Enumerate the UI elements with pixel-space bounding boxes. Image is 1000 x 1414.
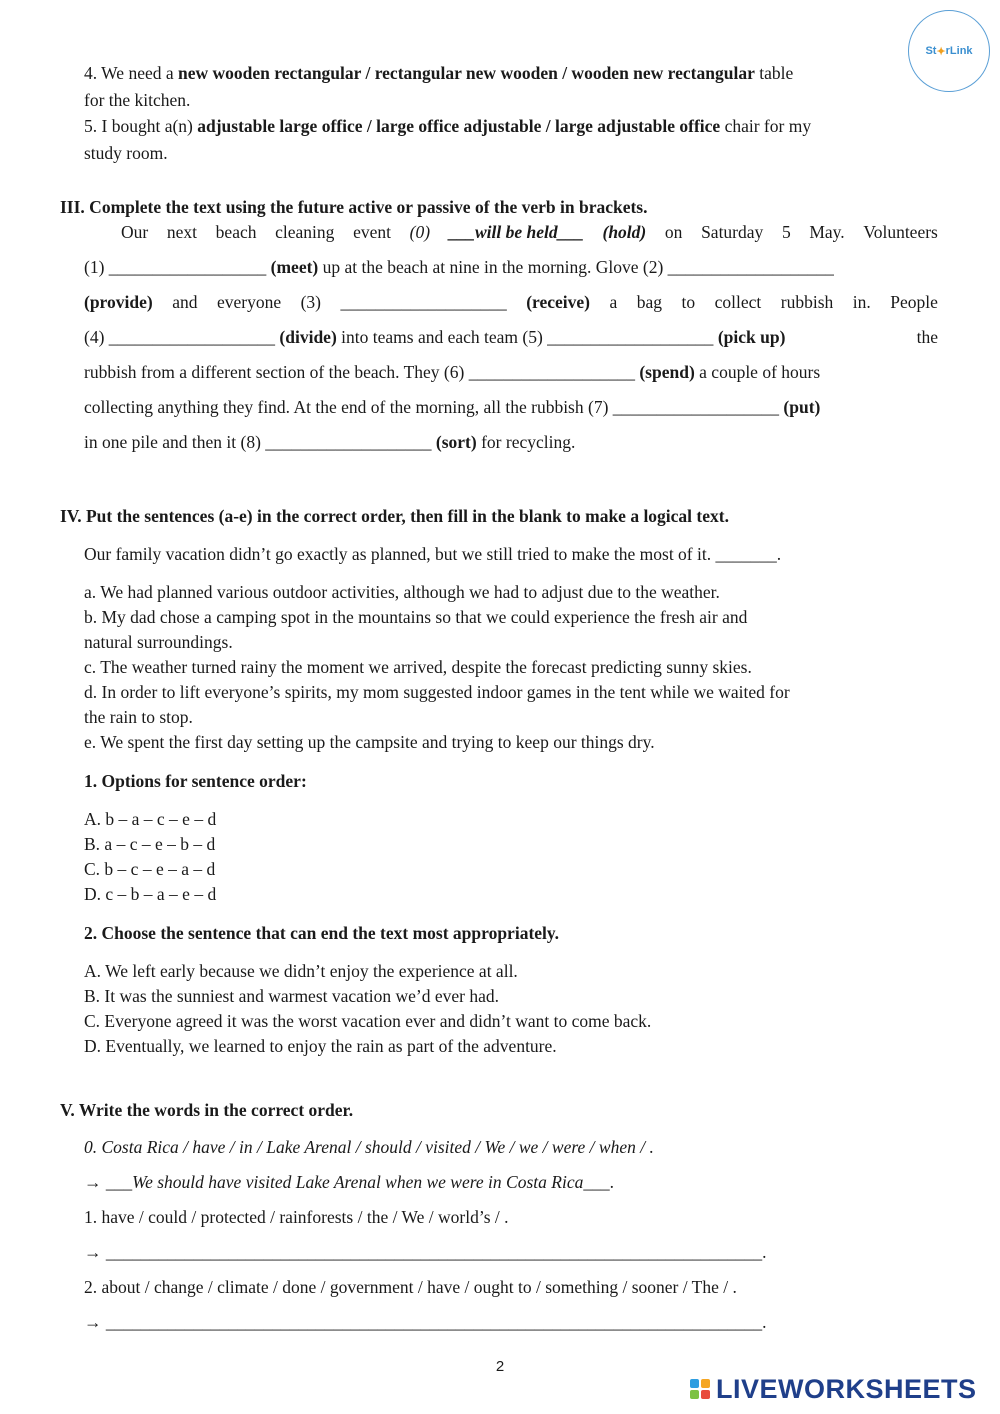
sentence-d-cont: the rain to stop. [84, 707, 193, 727]
liveworksheets-logo [690, 1374, 977, 1404]
q2-option-b[interactable]: B. It was the sunniest and warmest vacation we’d ever had. [84, 986, 500, 1006]
line-1-word: event [353, 222, 391, 242]
q1-option-c[interactable]: C. b – c – e – a – d [84, 859, 216, 879]
q1-option-b[interactable]: B. a – c – e – b – d [84, 834, 216, 854]
answer-line-v2[interactable]: → ___________________________________________________________________________. [84, 1312, 767, 1332]
q2-option-d[interactable]: D. Eventually, we learned to enjoy the rain as part of the adventure. [84, 1036, 557, 1056]
section-3-line-6 [84, 396, 820, 418]
blank-4: (4) ___________________ [84, 327, 280, 347]
q1-option-d[interactable]: D. c – b – a – e – d [84, 884, 217, 904]
example-answer: We should have visited Lake Arenal when we were in Costa Rica [132, 1172, 584, 1192]
verb-divide: (divide) [279, 327, 337, 347]
logo-text-a: St [925, 45, 937, 57]
line-3-word: to [681, 292, 696, 312]
line-3-word: a [609, 292, 618, 312]
verb-meet: (meet) [270, 257, 319, 277]
blank-1: (1) __________________ [84, 257, 271, 277]
sentence-e: e. We spent the first day setting up the campsite and trying to keep our things dry. [84, 732, 655, 752]
q1-option-a[interactable]: A. b – a – c – e – d [84, 809, 217, 829]
section-3-line-1 [121, 221, 938, 243]
logo-text-b: rLink [945, 45, 973, 57]
line-3-word: collect [714, 292, 762, 312]
blank-2: up at the beach at nine in the morning. Glove (2) ___________________ [318, 257, 834, 277]
line-1-word: cleaning [275, 222, 335, 242]
item-5-post: chair for my [720, 116, 812, 136]
line-3-word: (3) [300, 292, 321, 312]
line-1-word: Saturday [701, 222, 764, 242]
line-4-text [84, 326, 785, 348]
line-1-word: (0) [409, 222, 431, 242]
line-5-end: a couple of hours [694, 362, 821, 382]
item-5-pre: 5. I bought a(n) [84, 116, 198, 136]
sentence-b-cont: natural surroundings. [84, 632, 233, 652]
item-5 [84, 115, 811, 137]
liveworksheets-wordmark: LIVEWORKSHEETS [716, 1373, 977, 1404]
example-end: ___. [583, 1172, 614, 1192]
line-3-word: everyone [216, 292, 282, 312]
section-3-title: III. Complete the text using the future active or passive of the verb in brackets. [60, 197, 648, 217]
line-3-word: ___________________ [340, 292, 507, 312]
section-3-line-4 [84, 326, 938, 348]
line-1-word: (hold) [602, 222, 647, 242]
verb-pick-up: (pick up) [717, 327, 786, 347]
section-3-line-5 [84, 361, 820, 383]
section-3-line-2 [84, 256, 834, 278]
sentence-a: a. We had planned various outdoor activities, although we had to adjust due to the weather. [84, 582, 720, 602]
section-4-title: IV. Put the sentences (a-e) in the correct order, then fill in the blank to make a logical text. [60, 506, 729, 526]
line-1-word: ___will be held___ [448, 222, 584, 242]
line-7-end: for recycling. [476, 432, 576, 452]
line-3-word: (provide) [84, 292, 153, 312]
answer-line-v1[interactable]: → ___________________________________________________________________________. [84, 1242, 767, 1262]
question-v1: 1. have / could / protected / rainforests / the / We / world’s / . [84, 1207, 509, 1227]
sentence-d: d. In order to lift everyone’s spirits, my mom suggested indoor games in the tent while we waited for [84, 682, 790, 702]
verb-put: (put) [783, 397, 821, 417]
item-5-options: adjustable large office / large office adjustable / large adjustable office [197, 116, 721, 136]
verb-spend: (spend) [639, 362, 695, 382]
question-v2: 2. about / change / climate / done / government / have / ought to / something / sooner / The / . [84, 1277, 737, 1297]
example-answer-line [84, 1171, 614, 1193]
line-1-word: on [664, 222, 683, 242]
page-number: 2 [495, 1358, 505, 1375]
line-3-word: People [890, 292, 938, 312]
logo-star-icon: ✦ [936, 45, 946, 58]
liveworksheets-icon [690, 1379, 710, 1399]
line-3-word: in. [852, 292, 871, 312]
q2-option-c[interactable]: C. Everyone agreed it was the worst vacation ever and didn’t want to come back. [84, 1011, 652, 1031]
item-4-cont: for the kitchen. [84, 90, 191, 110]
starlink-logo [908, 10, 990, 92]
line-4-end: the [916, 327, 938, 347]
blank-7: collecting anything they find. At the end of the morning, all the rubbish (7) ___________________ [84, 397, 784, 417]
arrow-icon: → ___ [84, 1172, 133, 1192]
item-4 [84, 62, 793, 84]
item-4-post: table [754, 63, 794, 83]
blank-8: in one pile and then it (8) ___________________ [84, 432, 436, 452]
q2-option-a[interactable]: A. We left early because we didn’t enjoy the experience at all. [84, 961, 518, 981]
item-4-options: new wooden rectangular / rectangular new wooden / wooden new rectangular [178, 63, 755, 83]
line-1-word: 5 [781, 222, 791, 242]
line-1-word: beach [215, 222, 257, 242]
blank-6: rubbish from a different section of the beach. They (6) ___________________ [84, 362, 640, 382]
line-1-word: Volunteers [863, 222, 938, 242]
line-3-word: and [172, 292, 198, 312]
section-4-intro: Our family vacation didn’t go exactly as planned, but we still tried to make the most of it. _______. [84, 544, 782, 564]
blank-5: into teams and each team (5) ___________________ [336, 327, 718, 347]
line-3-word: rubbish [780, 292, 834, 312]
line-3-word: (receive) [526, 292, 590, 312]
section-3-line-3 [84, 291, 938, 313]
sentence-c: c. The weather turned rainy the moment we arrived, despite the forecast predicting sunny skies. [84, 657, 752, 677]
item-5-cont: study room. [84, 143, 168, 163]
line-3-word: bag [636, 292, 663, 312]
line-1-word: May. [809, 222, 845, 242]
item-4-pre: 4. We need a [84, 63, 178, 83]
verb-sort: (sort) [435, 432, 477, 452]
sentence-b: b. My dad chose a camping spot in the mountains so that we could experience the fresh air and [84, 607, 748, 627]
example-prompt: 0. Costa Rica / have / in / Lake Arenal / should / visited / We / we / were / when / . [84, 1137, 654, 1157]
question-2-title: 2. Choose the sentence that can end the text most appropriately. [84, 923, 560, 943]
section-3-line-7 [84, 431, 575, 453]
section-5-title: V. Write the words in the correct order. [60, 1100, 354, 1120]
line-1-word: next [166, 222, 198, 242]
question-1-title: 1. Options for sentence order: [84, 771, 307, 791]
line-1-word: Our [121, 222, 149, 242]
